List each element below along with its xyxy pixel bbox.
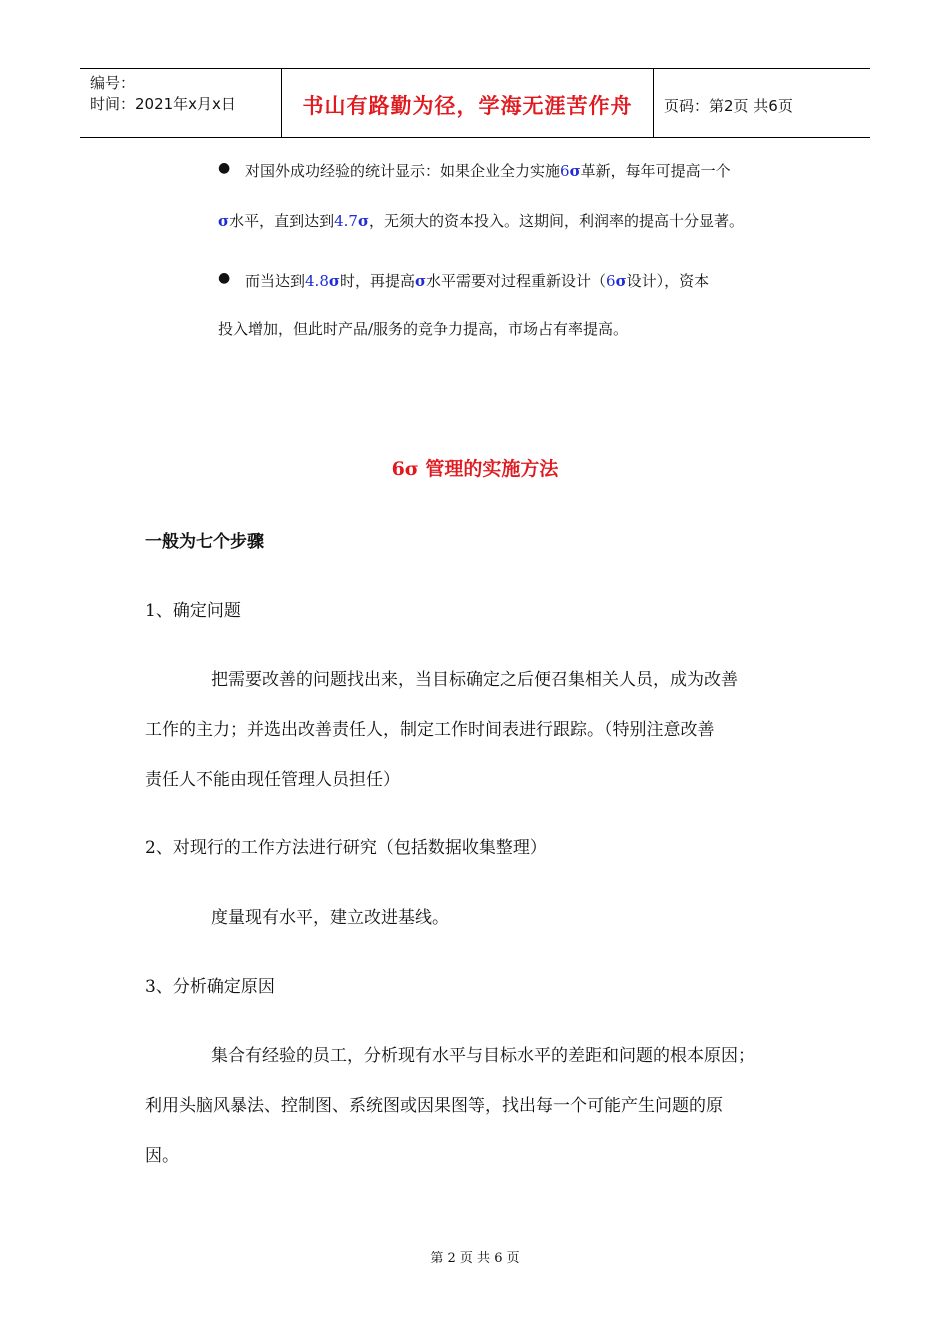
section-title: 6σ 管理的实施方法 <box>391 458 559 480</box>
header-page-info: 页码：第2页 共6页 <box>664 96 793 115</box>
page-header <box>80 68 870 138</box>
bullet-dot-icon: ● <box>218 160 231 176</box>
bullet-2-line-1: 而当达到4.8σ时，再提高σ水平需要对过程重新设计（6σ设计），资本 <box>245 272 710 290</box>
step-1-title: 1、确定问题 <box>145 601 241 621</box>
step-3-text-line-2: 利用头脑风暴法、控制图、系统图或因果图等，找出每一个可能产生问题的原 <box>145 1096 723 1116</box>
bullet-dot-icon: ● <box>218 270 231 286</box>
bullet-1-line-1: 对国外成功经验的统计显示：如果企业全力实施6σ革新，每年可提高一个 <box>245 162 731 180</box>
step-2-title: 2、对现行的工作方法进行研究（包括数据收集整理） <box>145 838 547 858</box>
bullet-1-line-2: σ水平，直到达到4.7σ，无须大的资本投入。这期间，利润率的提高十分显著。 <box>218 212 745 230</box>
page-footer: 第 2 页 共 6 页 <box>430 1251 520 1266</box>
header-meta <box>80 69 281 137</box>
step-2-text-line-1: 度量现有水平，建立改进基线。 <box>211 908 449 928</box>
step-1-text-line-3: 责任人不能由现任管理人员担任） <box>145 770 400 790</box>
header-motto: 书山有路勤为径，学海无涯苦作舟 <box>281 69 654 137</box>
step-3-title: 3、分析确定原因 <box>145 977 275 997</box>
steps-intro: 一般为七个步骤 <box>145 532 264 552</box>
document-date: 时间：2021年x月x日 <box>90 95 236 113</box>
step-3-text-line-3: 因。 <box>145 1146 179 1166</box>
document-number-label: 编号： <box>90 74 136 92</box>
bullet-2-line-2: 投入增加，但此时产品/服务的竞争力提高，市场占有率提高。 <box>218 320 629 338</box>
step-1-text-line-1: 把需要改善的问题找出来，当目标确定之后便召集相关人员，成为改善 <box>211 670 738 690</box>
step-3-text-line-1: 集合有经验的员工，分析现有水平与目标水平的差距和问题的根本原因； <box>211 1046 755 1066</box>
step-1-text-line-2: 工作的主力；并选出改善责任人，制定工作时间表进行跟踪。（特别注意改善 <box>145 720 715 740</box>
